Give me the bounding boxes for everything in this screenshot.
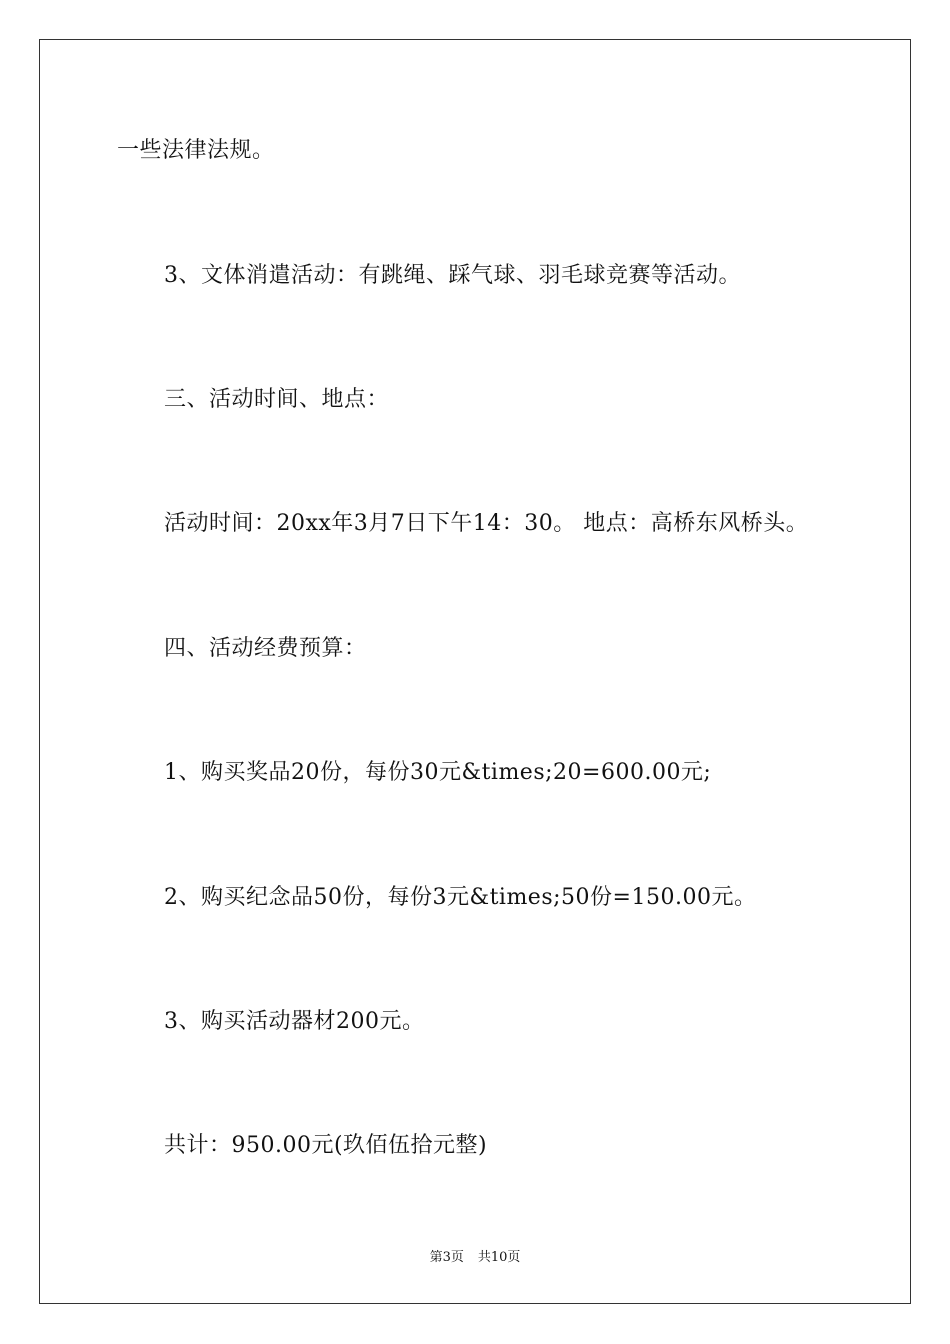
section-heading: 四、活动经费预算：	[164, 636, 367, 661]
page-footer	[0, 1249, 950, 1267]
page-number: 第3页	[429, 1250, 464, 1265]
paragraph-line: 一些法律法规。	[117, 138, 275, 163]
page-total: 共10页	[477, 1250, 521, 1265]
page-border	[39, 39, 911, 1304]
budget-total: 共计：950.00元(玖佰伍拾元整)	[164, 1133, 488, 1158]
budget-item: 1、购买奖品20份，每份30元&times;20=600.00元;	[164, 760, 712, 785]
paragraph-line: 活动时间：20xx年3月7日下午14：30。 地点：高桥东风桥头。	[164, 511, 809, 536]
budget-item: 3、购买活动器材200元。	[164, 1009, 425, 1034]
section-heading: 三、活动时间、地点：	[164, 387, 390, 412]
budget-item: 2、购买纪念品50份，每份3元&times;50份=150.00元。	[164, 885, 757, 910]
paragraph-line: 3、文体消遣活动：有跳绳、踩气球、羽毛球竞赛等活动。	[164, 263, 741, 288]
